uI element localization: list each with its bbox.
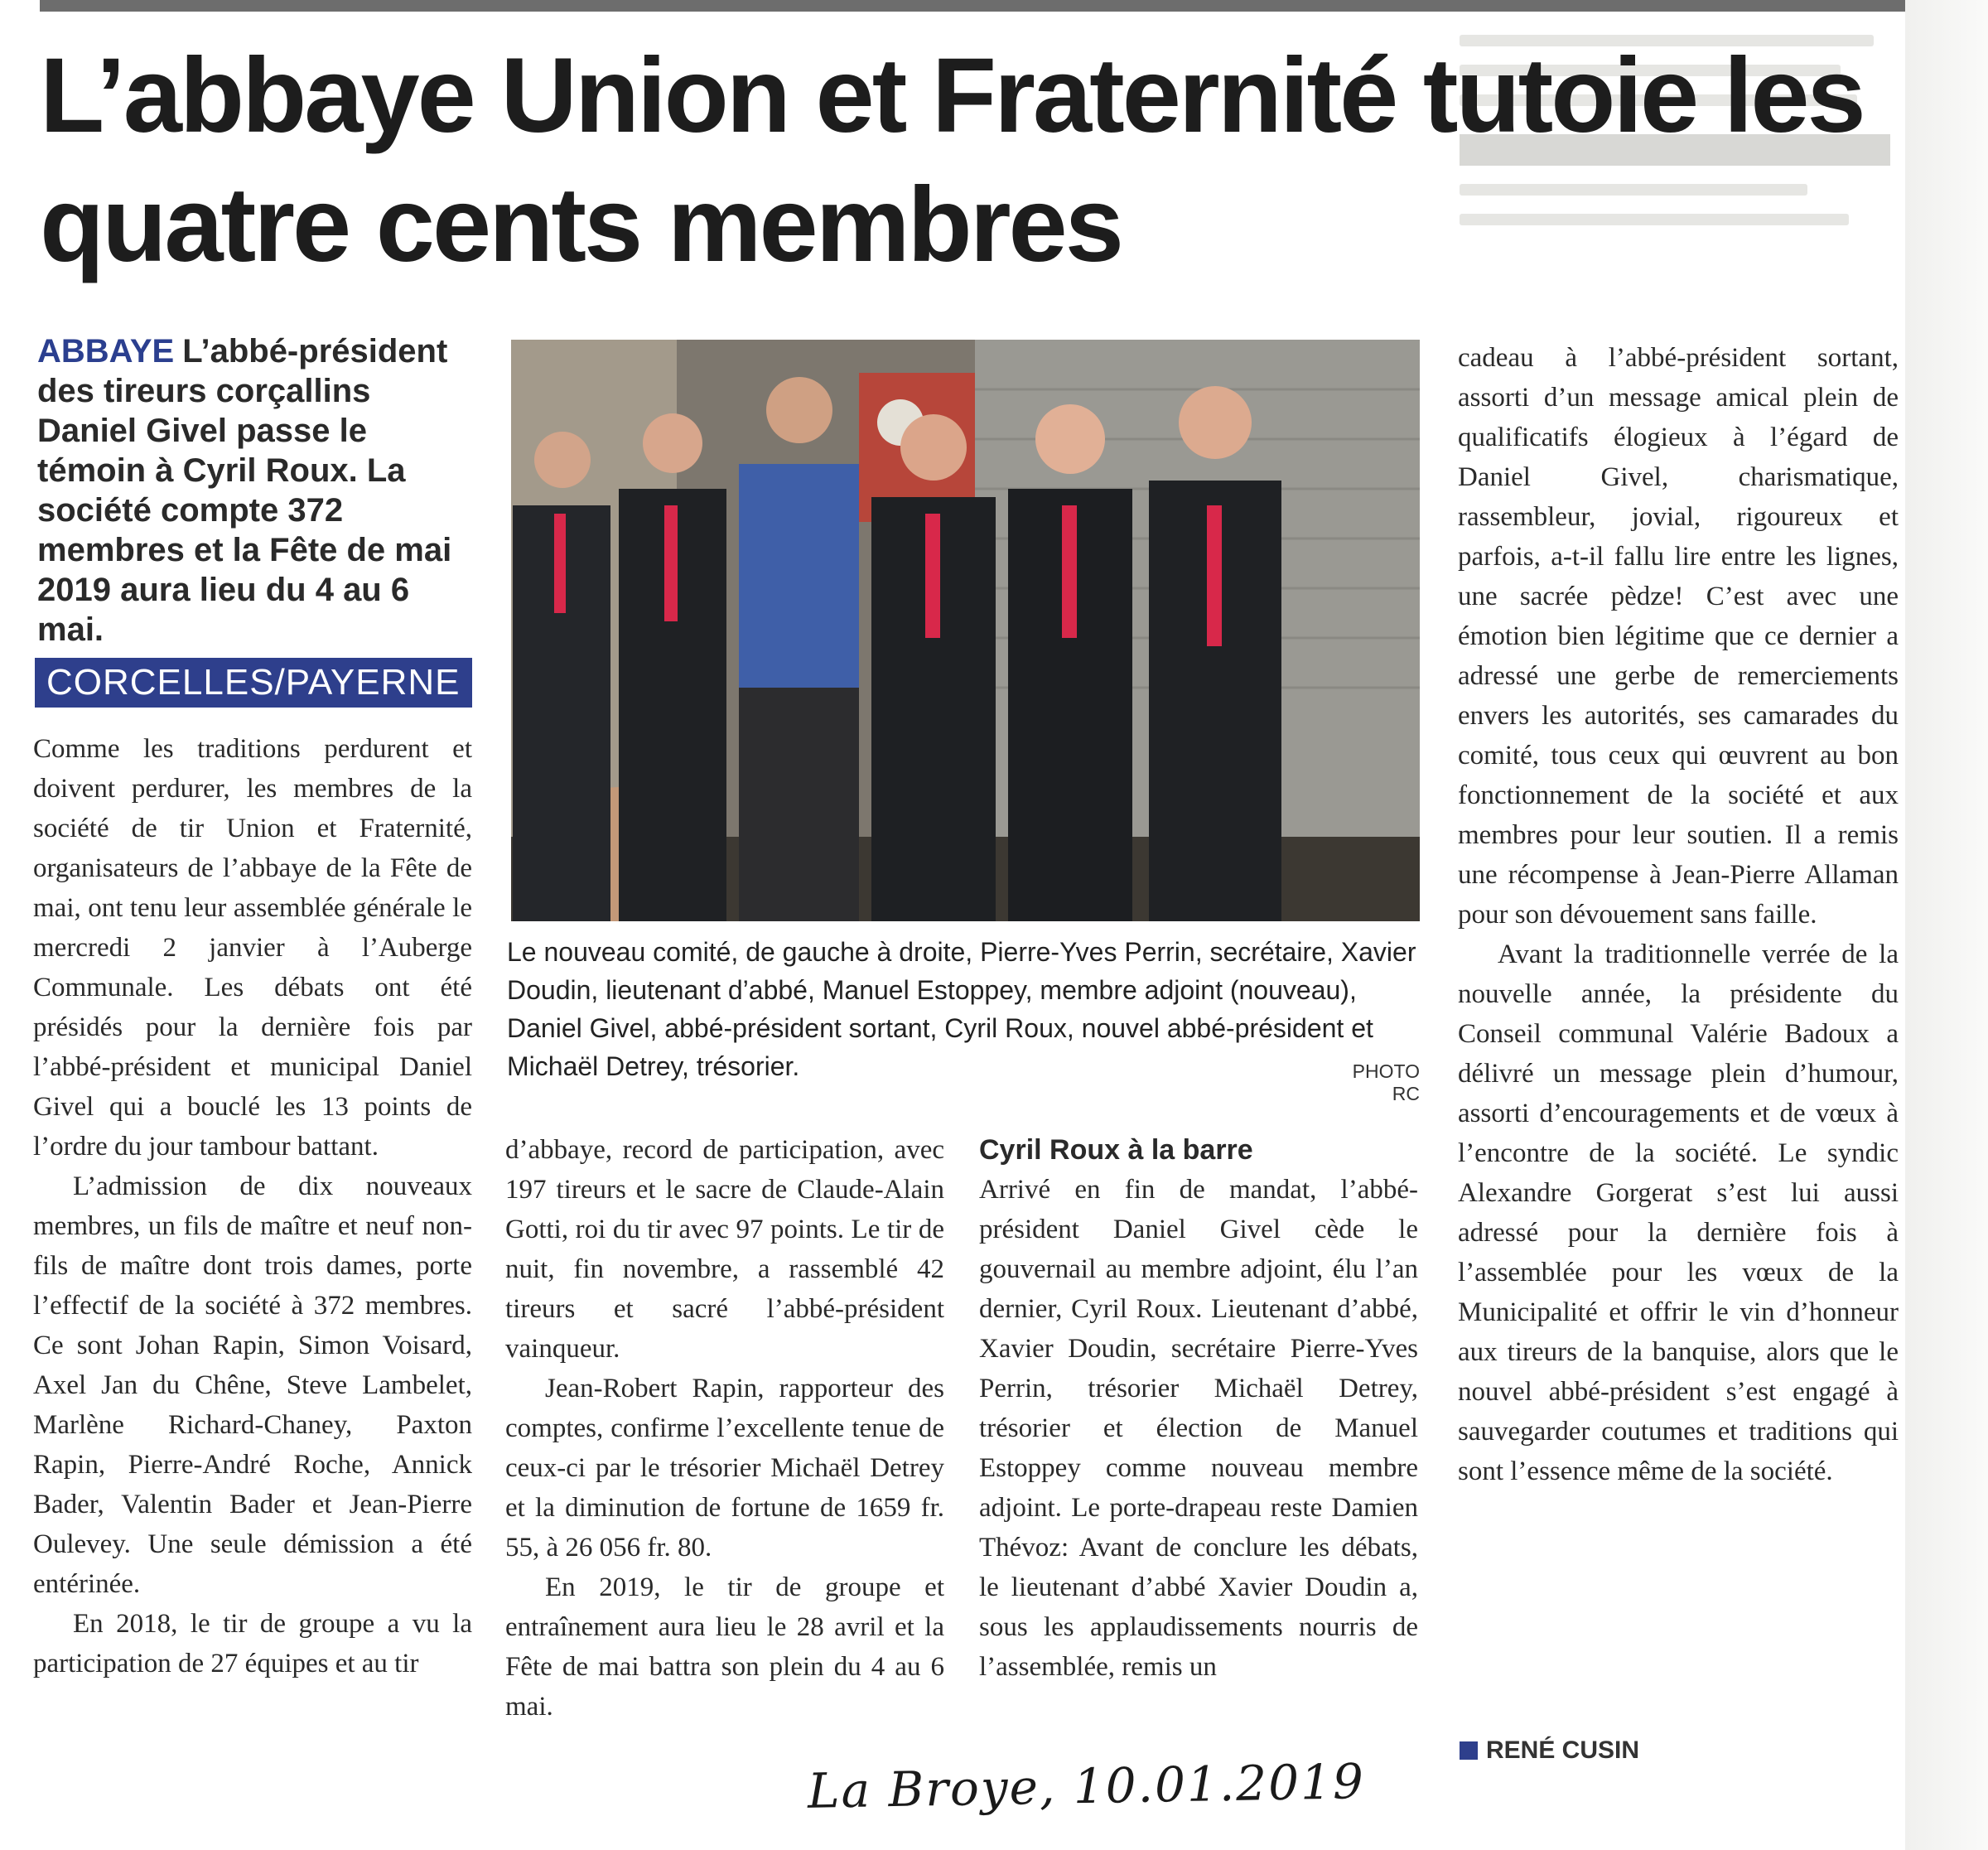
person-2 bbox=[619, 413, 726, 921]
paragraph: Avant la traditionnelle verrée de la nouvelle année, la présidente du Conseil communal Valérie Badoux a délivré un message plein d’humour, assorti d’encouragements et de vœux à l’encontre de la société. Le syndic Alexandre Gorgerat s’est lui aussi adressé pour la dernière fois à l’assemblée pour les vœux de la Municipalité et offrir le vin d’honneur aux tireurs de la banquise, alors que le nouvel abbé-président s’est engagé à sauvegarder coutumes et traditions qui sont l’essence même de la société. bbox=[1458, 939, 1899, 1486]
photo-caption: Le nouveau comité, de gauche à droite, Pierre-Yves Perrin, secrétaire, Xavier Doudin, lieutenant d’abbé, Manuel Estoppey, membre adjoint (nouveau), Daniel Givel, abbé-président sortant, Cyril Roux, nouvel abbé-président et Michaël Detrey, trésorier. bbox=[507, 937, 1416, 1081]
lead-text: L’abbé-président des tireurs corçallins Daniel Givel passe le témoin à Cyril Roux. La société compte 372 membres et la Fête de mai 2019 aura lieu du 4 au 6 mai. bbox=[37, 333, 452, 648]
paragraph: En 2018, le tir de groupe a vu la participation de 27 équipes et au tir bbox=[33, 1609, 472, 1679]
byline-square-icon bbox=[1460, 1741, 1478, 1760]
adjacent-page-strip bbox=[1905, 0, 1988, 1850]
paragraph: Comme les traditions perdurent et doivent perdurer, les membres de la société de tir Union et Fraternité, organisateurs de l’abbaye de la Fête de mai, ont tenu leur assemblée générale le mercredi 2 janvier à l’Auberge Communale. Les débats ont été présidés pour la dernière fois par l’abbé-président et municipal Daniel Givel qui a bouclé les 13 points de l’ordre du jour tambour battant. bbox=[33, 734, 472, 1162]
author-byline bbox=[1460, 1736, 1639, 1765]
author-name: RENÉ CUSIN bbox=[1486, 1736, 1640, 1764]
page-top-edge bbox=[40, 0, 1905, 12]
location-banner: CORCELLES/PAYERNE bbox=[35, 658, 472, 708]
handwritten-source-note: La Broye, 10.01.2019 bbox=[807, 1753, 1366, 1819]
paragraph: d’abbaye, record de participation, avec 197 tireurs et le sacre de Claude-Alain Gotti, roi du tir avec 97 points. Le tir de nuit, fin novembre, a rassemblé 42 tireurs et sacré l’abbé-président vainqueur. bbox=[505, 1135, 944, 1364]
body-column-4 bbox=[1458, 338, 1899, 1491]
article-lead bbox=[37, 331, 476, 650]
body-column-3 bbox=[979, 1130, 1418, 1687]
photo-credit: PHOTO RC bbox=[1352, 1060, 1420, 1104]
article-headline: L’abbaye Union et Fraternité tutoie les quatre cents membres bbox=[40, 36, 1864, 284]
paragraph: cadeau à l’abbé-président sortant, assorti d’un message amical plein de qualificatifs élogieux à l’égard de Daniel Givel, charismatique, rassembleur, jovial, rigoureux et parfois, a-t-il fallu lire entre les lignes, une sacrée pèdze! C’est avec une émotion bien légitime que ce dernier a adressé une gerbe de remerciements envers les autorités, ses camarades du comité, tous ceux qui œuvrent au bon fonctionnement de la société et aux membres pour leur soutien. Il a remis une récompense à Jean-Pierre Allaman pour son dévouement sans faille. bbox=[1458, 343, 1899, 930]
body-column-1 bbox=[33, 729, 472, 1683]
subhead: Cyril Roux à la barre bbox=[979, 1134, 1253, 1166]
paragraph: Jean-Robert Rapin, rapporteur des comptes, confirme l’excellente tenue de ceux-ci par le trésorier Michaël Detrey et la diminution de fortune de 1659 fr. 55, à 26 056 fr. 80. bbox=[505, 1374, 944, 1563]
committee-photo bbox=[511, 340, 1420, 921]
paragraph: L’admission de dix nouveaux membres, un fils de maître et neuf non-fils de maître dont trois dames, porte l’effectif de la société à 372 membres. Ce sont Johan Rapin, Simon Voisard, Axel Jan du Chêne, Steve Lambelet, Marlène Richard-Chaney, Paxton Rapin, Pierre-André Roche, Annick Bader, Valentin Bader et Jean-Pierre Oulevey. Une seule démission a été entérinée. bbox=[33, 1171, 472, 1599]
paragraph: Arrivé en fin de mandat, l’abbé-président Daniel Givel cède le gouvernail au membre adjoint, élu l’an dernier, Cyril Roux. Lieutenant d’abbé, Xavier Doudin, secrétaire Pierre-Yves Perrin, trésorier Michaël Detrey, trésorier et élection de Manuel Estoppey comme nouveau membre adjoint. Le porte-drapeau reste Damien Thévoz: Avant de conclure les débats, le lieutenant d’abbé Xavier Doudin a, sous les applaudissements nourris de l’assemblée, remis un bbox=[979, 1175, 1418, 1682]
body-column-2 bbox=[505, 1130, 944, 1727]
committee-photo-illustration bbox=[511, 340, 1420, 921]
paragraph: En 2019, le tir de groupe et entraînement aura lieu le 28 avril et la Fête de mai battra son plein du 4 au 6 mai. bbox=[505, 1572, 944, 1722]
kicker-label: ABBAYE bbox=[37, 333, 175, 370]
